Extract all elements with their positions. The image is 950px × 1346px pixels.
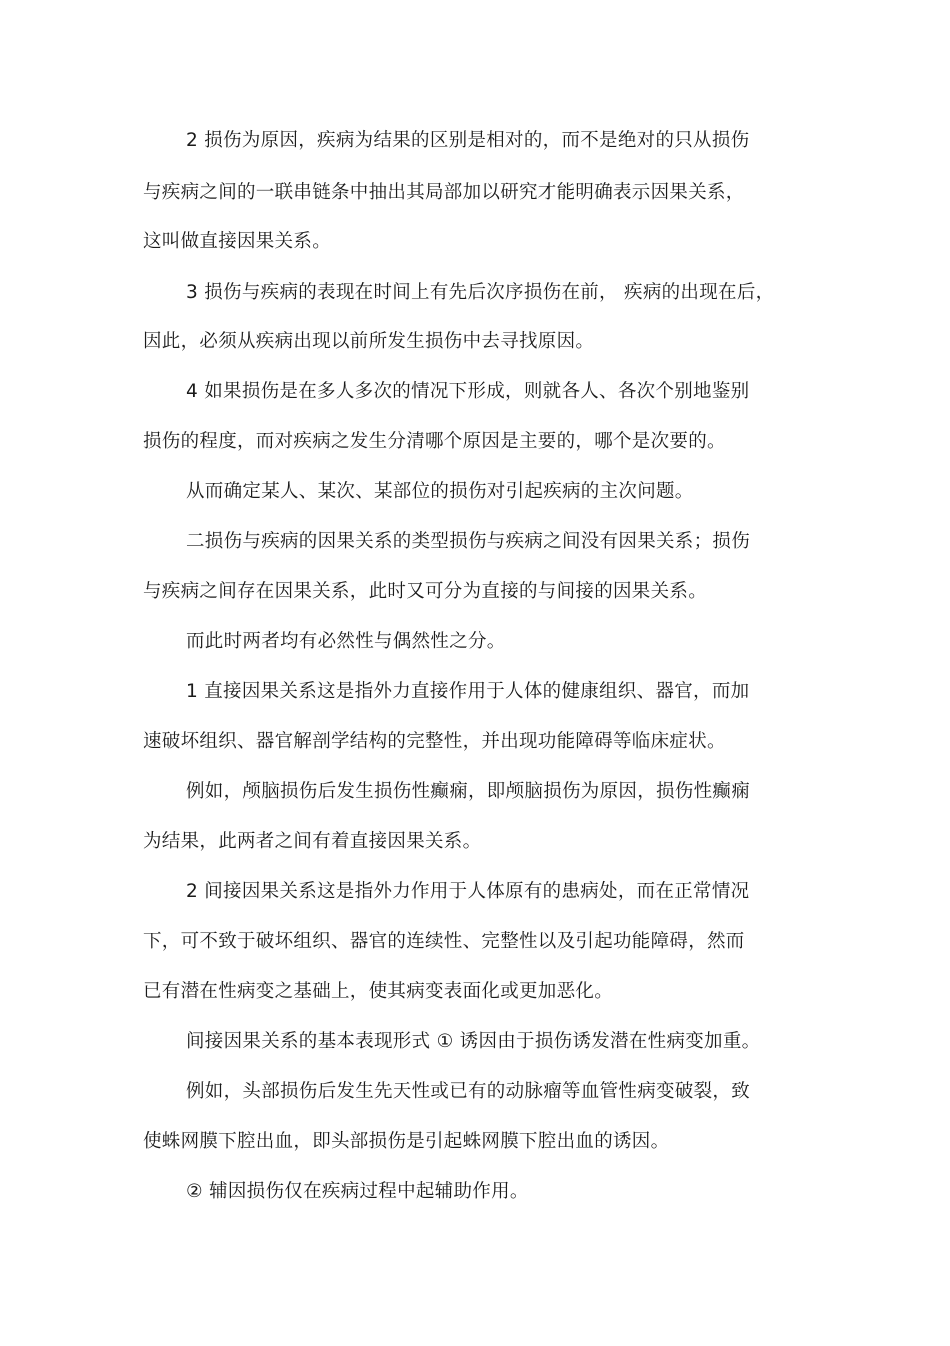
text-line-15: 为结果，此两者之间有着直接因果关系。 (143, 831, 482, 852)
text-line-22: ② 辅因损伤仅在疾病过程中起辅助作用。 (186, 1181, 529, 1202)
text-line-10: 与疾病之间存在因果关系，此时又可分为直接的与间接的因果关系。 (143, 581, 708, 602)
text-line-18: 已有潜在性病变之基础上，使其病变表面化或更加恶化。 (143, 981, 614, 1002)
text-line-17: 下，可不致于破坏组织、器官的连续性、完整性以及引起功能障碍，然而 (143, 931, 745, 952)
text-line-3: 这叫做直接因果关系。 (143, 231, 332, 252)
text-line-4: 3 损伤与疾病的表现在时间上有先后次序损伤在前， 疾病的出现在后， (186, 282, 775, 303)
text-line-9: 二损伤与疾病的因果关系的类型损伤与疾病之间没有因果关系；损伤 (186, 531, 751, 552)
text-line-21: 使蛛网膜下腔出血，即头部损伤是引起蛛网膜下腔出血的诱因。 (143, 1131, 670, 1152)
text-line-13: 速破坏组织、器官解剖学结构的完整性，并出现功能障碍等临床症状。 (143, 731, 726, 752)
text-line-5: 因此，必须从疾病出现以前所发生损伤中去寻找原因。 (143, 331, 595, 352)
text-line-19: 间接因果关系的基本表现形式 ① 诱因由于损伤诱发潜在性病变加重。 (186, 1031, 761, 1052)
text-line-7: 损伤的程度，而对疾病之发生分清哪个原因是主要的，哪个是次要的。 (143, 431, 726, 452)
text-line-12: 1 直接因果关系这是指外力直接作用于人体的健康组织、器官，而加 (186, 681, 750, 702)
text-line-1: 2 损伤为原因，疾病为结果的区别是相对的，而不是绝对的只从损伤 (186, 130, 750, 151)
text-line-11: 而此时两者均有必然性与偶然性之分。 (186, 631, 506, 652)
text-line-8: 从而确定某人、某次、某部位的损伤对引起疾病的主次问题。 (186, 481, 694, 502)
text-line-16: 2 间接因果关系这是指外力作用于人体原有的患病处，而在正常情况 (186, 881, 750, 902)
text-line-14: 例如，颅脑损伤后发生损伤性癫痫，即颅脑损伤为原因，损伤性癫痫 (186, 781, 751, 802)
text-line-20: 例如，头部损伤后发生先天性或已有的动脉瘤等血管性病变破裂，致 (186, 1081, 751, 1102)
text-line-6: 4 如果损伤是在多人多次的情况下形成，则就各人、各次个别地鉴别 (186, 381, 750, 402)
text-line-2: 与疾病之间的一联串链条中抽出其局部加以研究才能明确表示因果关系， (143, 182, 745, 203)
